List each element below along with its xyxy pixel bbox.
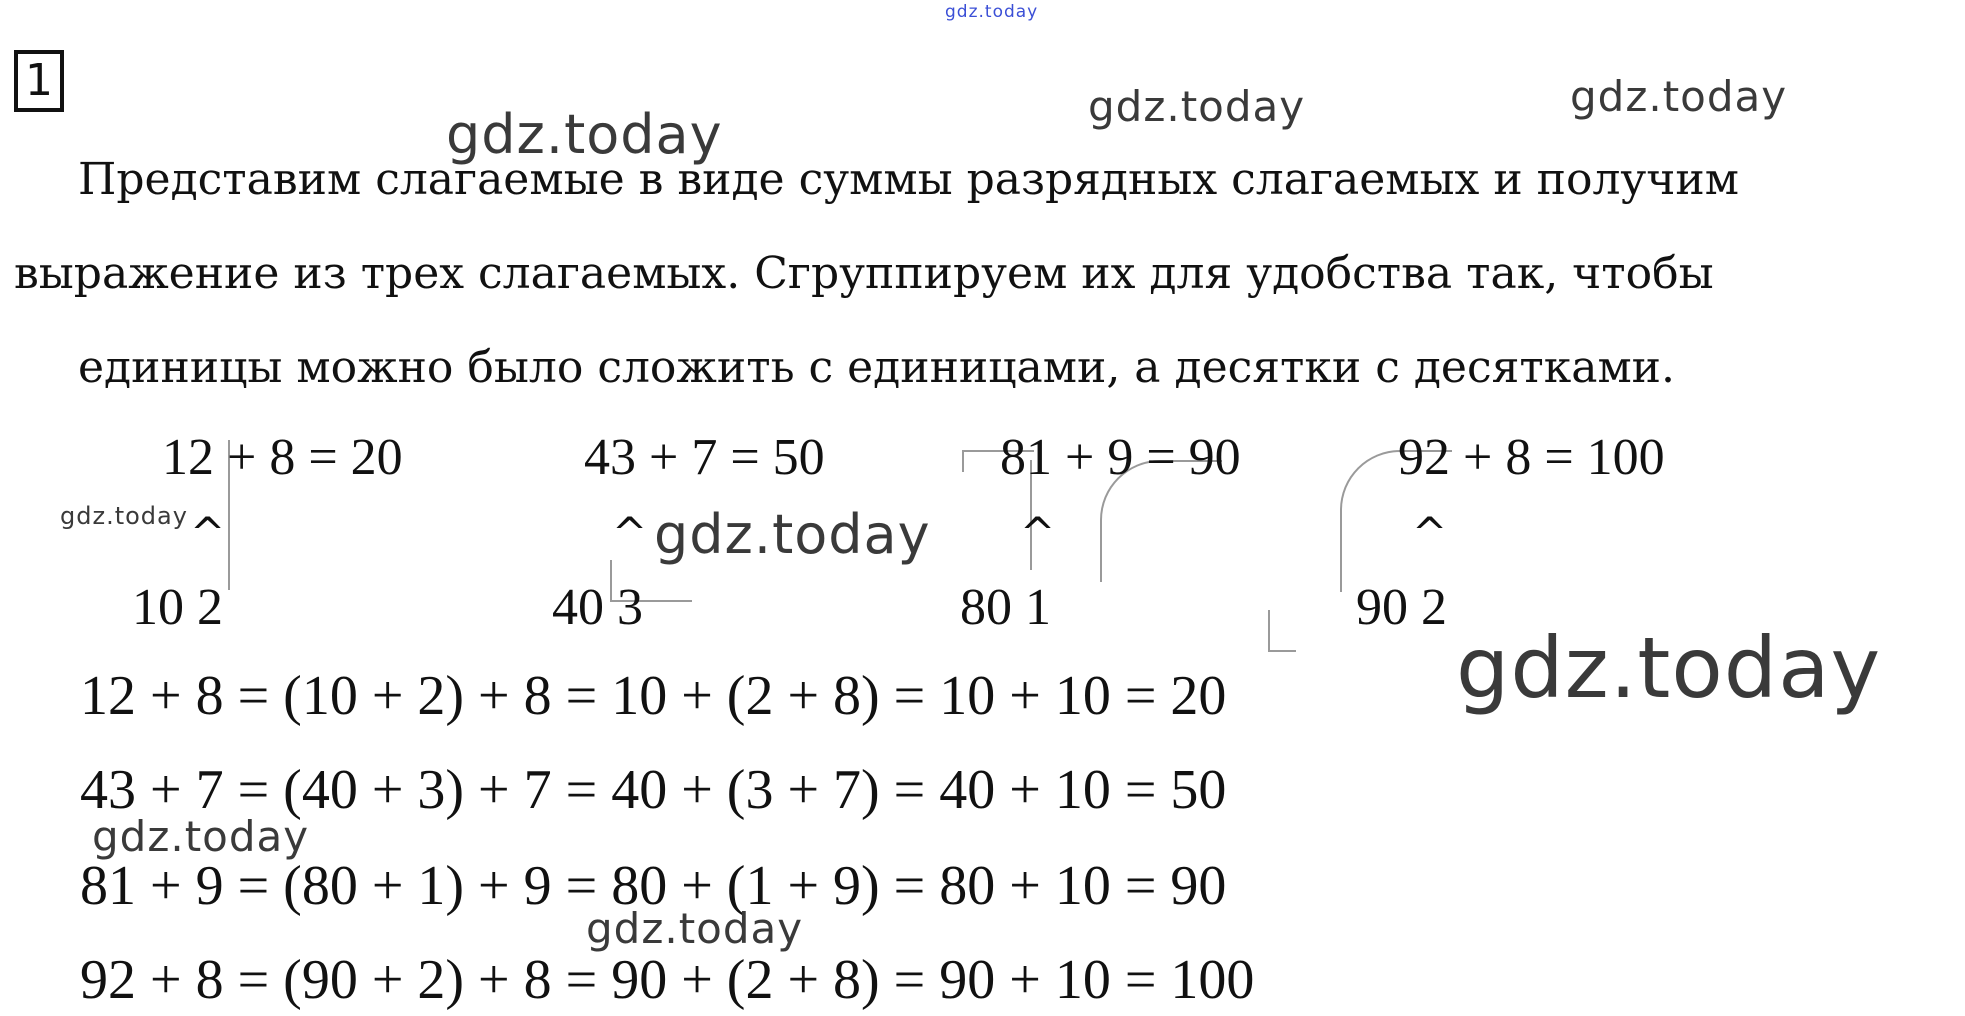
split-mark: ^ (612, 508, 648, 557)
example-expression: 92 + 8 = 100 (1398, 429, 1665, 486)
equation-line: 12 + 8 = (10 + 2) + 8 = 10 + (2 + 8) = 10 + 10 = 20 (80, 665, 1227, 727)
watermark: gdz.today (1088, 82, 1306, 131)
split-mark: ^ (190, 508, 226, 557)
task-number-box: 1 (14, 50, 64, 112)
example-expression: 12 + 8 = 20 (162, 429, 403, 486)
equation-line: 92 + 8 = (90 + 2) + 8 = 90 + (2 + 8) = 90 + 10 = 100 (80, 949, 1255, 1011)
equation-line: 81 + 9 = (80 + 1) + 9 = 80 + (1 + 9) = 80 + 10 = 90 (80, 855, 1227, 917)
example-expression: 43 + 7 = 50 (584, 429, 825, 486)
watermark: gdz.today (654, 503, 931, 566)
watermark: gdz.today (60, 502, 188, 530)
watermark: gdz.today (1456, 619, 1882, 717)
example-expression: 81 + 9 = 90 (1000, 429, 1241, 486)
site-watermark: gdz.today (945, 2, 1039, 22)
watermark: gdz.today (446, 103, 723, 166)
intro-line: единицы можно было сложить с единицами, а десятки с десятками. (78, 342, 1675, 393)
digit-parts: 80 1 (960, 579, 1051, 636)
split-mark: ^ (1412, 508, 1448, 557)
intro-line: Представим слагаемые в виде суммы разрядных слагаемых и получим (78, 154, 1739, 205)
watermark: gdz.today (92, 812, 310, 861)
equation-line: 43 + 7 = (40 + 3) + 7 = 40 + (3 + 7) = 40 + 10 = 50 (80, 759, 1227, 821)
digit-parts: 10 2 (132, 579, 223, 636)
watermark: gdz.today (1570, 72, 1788, 121)
watermark: gdz.today (586, 904, 804, 953)
intro-line: выражение из трех слагаемых. Сгруппируем их для удобства так, чтобы (14, 248, 1714, 299)
digit-parts: 40 3 (552, 579, 643, 636)
split-mark: ^ (1020, 508, 1056, 557)
digit-parts: 90 2 (1356, 579, 1447, 636)
scan-artifact (1268, 610, 1296, 652)
